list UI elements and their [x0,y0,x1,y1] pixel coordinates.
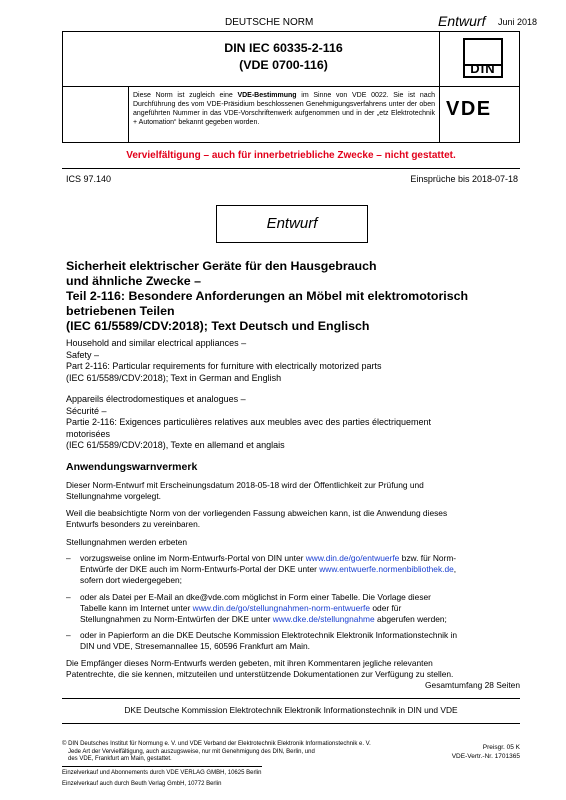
logo-column-divider [439,31,440,143]
footer-divider [62,766,262,767]
patent-notice: Die Empfänger dieses Norm-Entwurfs werden gebeten, mit ihren Kommentaren jegliche relevanten Patentrechte, die sie kennen, mitzuteilen und unterstützende Dokumentationen zur Verfügung zu stellen. [66,658,454,679]
title-fr: Appareils électrodomestiques et analogues – Sécurité – Partie 2-116: Exigences particulières relatives aux meubles avec des parties électriquement motorisées (IEC 61/5589/CDV:2018), Texte en allemand et anglais [66,394,432,450]
committee-divider [62,723,520,724]
body-divider [62,698,520,699]
din-comment-template-link[interactable]: www.din.de/go/stellungnahmen-norm-entwuerfe [192,603,371,613]
draft-box [216,205,368,243]
dke-comment-link[interactable]: www.dke.de/stellungnahme [272,614,375,624]
vde-number: (VDE 0700-116) [239,58,328,72]
total-pages: Gesamtumfang 28 Seiten [425,680,520,690]
vde-logo-icon: VDE [446,98,492,120]
copyright-notice: © DIN Deutsches Institut für Normung e. V. und VDE Verband der Elektrotechnik Elektronik Informationstechnik e. V. Jede Art der Vervielfältigung, auch auszugsweise, nur mit Genehmigung des DIN, Berlin, und des VDE, Frankfurt am Main, gestattet. [62,741,371,762]
draft-label: Entwurf [438,13,486,29]
bullet-paper: oder in Papierform an die DKE Deutsche Kommission Elektrotechnik Elektronik Informationstechnik in DIN und VDE, Stresemannallee 15, 60596 Frankfurt am Main. [80,630,458,651]
din-draft-portal-link[interactable]: www.din.de/go/entwuerfe [305,553,400,563]
warning-para-2: Weil die beabsichtigte Norm von der vorliegenden Fassung abweichen kann, ist die Anwendung dieses Entwurfs besonders zu vereinbaren. [66,508,448,529]
title-en: Household and similar electrical appliances – Safety – Part 2-116: Particular requirements for furniture with electrically motorized parts (IEC 61/5589/CDV:2018); Text in German and English [66,338,382,383]
dke-draft-portal-link[interactable]: www.entwuerfe.normenbibliothek.de [319,564,454,574]
comment-deadline: Einsprüche bis 2018-07-18 [410,174,518,184]
bullet-online-portal: vorzugsweise online im Norm-Entwurfs-Portal von DIN unter www.din.de/go/entwuerfe bzw. für Norm- Entwürfe der DKE auch im Norm-Entwurfs-Portal der DKE unter www.entwuerfe.normenbibliothek.de, sofern dort wiedergegeben; [80,553,457,585]
norm-type-label: DEUTSCHE NORM [225,17,314,28]
notice-divider [62,168,520,169]
vde-note: Diese Norm ist zugleich eine VDE-Bestimmung im Sinne von VDE 0022. Sie ist nach Durchführung des vom VDE-Präsidium beschlossenen Genehmigungsverfahrens unter der oben angeführten Nummer in das VDE-Vorschriftenwerk aufgenommen und in der „etz Elektrotechnik + Automation“ bekannt gegeben worden. [133,92,435,126]
reproduction-notice: Vervielfältigung – auch für innerbetriebliche Zwecke – nicht gestattet. [126,150,456,161]
draft-box-label: Entwurf [266,215,318,232]
order-info: Preisgr. 05 K VDE-Vertr.-Nr. 1701365 [451,744,520,760]
bullet-email: oder als Datei per E-Mail an dke@vde.com möglichst in Form einer Tabelle. Die Vorlage dieser Tabelle kann im Internet unter www.din.de/go/stellungnahmen-norm-entwuerfe oder für Stellungnahmen zu Norm-Entwürfen der DKE unter www.dke.de/stellungnahme abgerufen werden; [80,592,447,624]
warning-para-1: Dieser Norm-Entwurf mit Erscheinungsdatum 2018-05-18 wird der Öffentlichkeit zur Prüfung und Stellungnahme vorgelegt. [66,480,424,501]
title-de: Sicherheit elektrischer Geräte für den Hausgebrauch und ähnliche Zwecke – Teil 2-116: Besondere Anforderungen an Möbel mit elektromotorisch betriebenen Teilen (IEC 61/5589/CDV:2018); Text Deutsch und Englisch [66,259,469,333]
sales-info: Einzelverkauf und Abonnements durch VDE VERLAG GMBH, 10625 Berlin Einzelverkauf auch durch Beuth Verlag GmbH, 10772 Berlin [62,770,262,787]
din-logo-icon [463,38,503,78]
warning-heading: Anwendungswarnvermerk [66,461,198,473]
ics-code: ICS 97.140 [66,174,112,184]
din-logo-text: DIN [470,61,496,76]
committee-line: DKE Deutsche Kommission Elektrotechnik Elektronik Informationstechnik in DIN und VDE [124,705,458,715]
din-number: DIN IEC 60335-2-116 [224,41,343,55]
bullet-dash: – [66,553,71,563]
title-block-divider [62,86,520,87]
bullet-dash: – [66,592,71,602]
warning-para-3: Stellungnahmen werden erbeten [66,537,188,547]
bullet-dash: – [66,630,71,640]
note-left-divider [128,86,129,143]
issue-date: Juni 2018 [498,17,538,27]
